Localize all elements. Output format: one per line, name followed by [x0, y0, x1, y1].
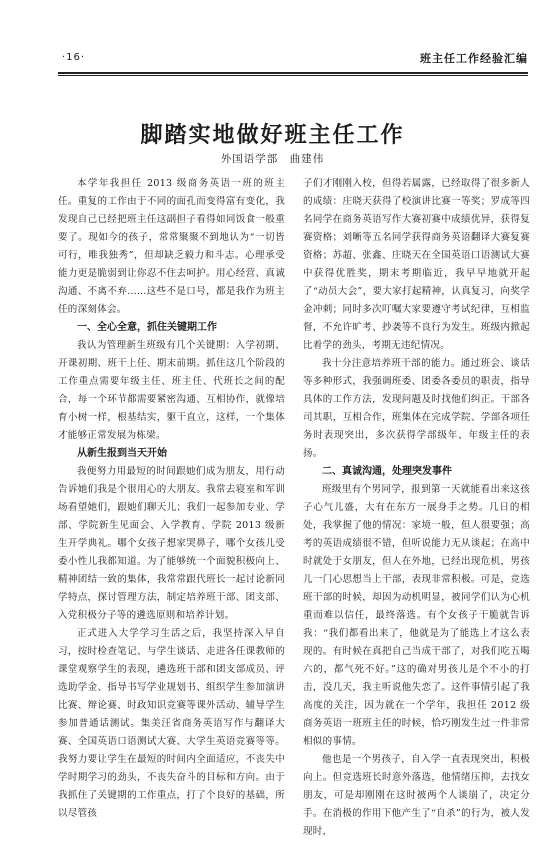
- paragraph: 我十分注意培养班干部的能力。通过班会、谈话等多种形式，我强调班委、团委各委员的职责，指导具体的工作方法，发现问题及时找他们纠正。干部各司其职，互相合作，班集体在完成学院、学部各项任务时表现突出，多次获得学部级年、年级主任的表扬。: [303, 358, 530, 459]
- paragraph: 子们才刚刚入校，但得若属露，已经取得了很多新人的成绩：庄晓天获得了校演讲比赛一等奖；罗成等四名同学在商务英语写作大赛初赛中成绩优异，获得复赛资格；刘晰等五名同学获得商务英语翻译大赛复赛资格；苏超、张鑫、庄晓天在全国英语口语测试大赛中获得优胜奖，期末考期临近，我早早地就开起了“动员大会”，要大家打起精神，认真复习，向奖学金冲刺；同时多次叮嘱大家要遵守考试纪律，互相监督，不允许旷考、抄袭等不良行为发生。班级内掀起比着学的劲头，考期无违纪情况。: [303, 178, 530, 351]
- section-heading: 一、全心全意，抓住关键期工作: [77, 322, 217, 333]
- paragraph: 正式进入大学学习生活之后，我坚持深入早自习，按时检查笔记、与学生谈话、走进各任课教师的课堂观察学生的表现，遴选班干部和团支部成员、评选助学金、指导书写学业规划书、组织学生参加演讲比赛、辩论赛、时政知识竞赛等课外活动、辅导学生参加普通话测试。集美汪省商务英语写作与翻译大赛、全国英语口语测试大赛、大学生英语竞赛等等。我努力要让学生在最短的时间内全面适应，不丧失中学时期学习的劲头，不丧失奋斗的目标和方向。由于我抓住了关键期的工作重点，打了个良好的基础，所以尽管孩: [58, 628, 285, 819]
- section-heading: 二、真诚沟通，处理突发事件: [322, 466, 452, 477]
- article-byline: 外国语学部 曲建伟: [220, 153, 325, 165]
- paragraph: 本学年我担任 2013 级商务英语一班的班主任。重复的工作由于不同的面孔而变得富有变化，我发现自己已经把班主任这副担子看得如同饭食一般重要了。现如今的孩子，常常聚聚不到地认为“一切皆可行，唯我独秀”，但却缺乏毅力和斗志。心理承受能力更是脆弱到让你忍不住去呵护。用心经营、真诚沟通、不离不弃……这些不是口号，都是我作为班主任的深刻体会。: [58, 178, 285, 315]
- page-number: ·16·: [62, 52, 86, 63]
- paragraph: 他也是一个男孩子，自入学一直表现突出，积极向上。但竞选班长时意外落选，他情绪压抑，去找女朋友，可是却刚刚在这时被两个人谈崩了，决定分手。在消极的作用下他产生了“自杀”的行为，被人发现时，: [303, 754, 530, 837]
- left-column: [58, 175, 285, 819]
- journal-title: 班主任工作经验汇编: [420, 52, 528, 65]
- paragraph: 我便努力用最短的时间跟她们成为朋友，用行动告诉她们我是个很用心的大朋友。我常去寝室和军训场看望她们，跟她们聊天儿；我们一起参加专业、学部、学院新生见面会、入学教育、学院 2013 级新生开学典礼。哪个女孩子想家哭鼻子，哪个女孩儿受委小性儿我都知道。为了能够统一个面貌积极向上、精神团结一致的集体，我常常跟代班长一起讨论新同学特点，探讨管理方法，制定培养班干部、团支部、入党积极分子等的遴选原则和培养计划。: [58, 466, 285, 621]
- subsection-heading: 从新生报到当天开始: [77, 448, 167, 459]
- article-title: 脚踏实地做好班主任工作: [140, 123, 405, 148]
- right-column: [303, 175, 530, 837]
- paragraph: 班级里有个男同学，报到第一天就能看出来这孩子心气儿盛，大有在东方一展身手之势。几日的相处，我掌握了他的情况：家境一般，但人很要强；高考的英语成绩很不错，但听说能力无从谈起；在高中时就处于女朋友，但人在外地，已经出现危机，男孩儿一门心思想当上干部，表现非常积极。可是，竞选班干部的时候，却因为动机明显，被同学们认为心机重而难以信任，最终落选。有个女孩子干脆就告诉我：“我们都看出来了，他就是为了能选上才这么表现的。有时候在真把自己当成干部了，对我们吃五喝六的，都气死不好。”这的确对男孩儿是个不小的打击，没几天，我主听说他失恋了。这件事情引起了我高度的关注，因为就在一个学年，我担任 2012 级商务英语一班班主任的时候，恰巧刚发生过一件非常相似的事情。: [303, 484, 530, 747]
- header-rule: [58, 72, 528, 76]
- paragraph: 我认为管理新生班级有几个关键期：入学初期、开课初期、班干上任、期末前期。抓住这几个阶段的工作重点需要年级主任、班主任、代班长之间的配合，每一个环节都需要紧密沟通、互相协作，就像培育小树一样，根基结实，躯干直立，这样，一个集体才能够正常发展为栋梁。: [58, 340, 285, 441]
- running-header: [58, 50, 528, 70]
